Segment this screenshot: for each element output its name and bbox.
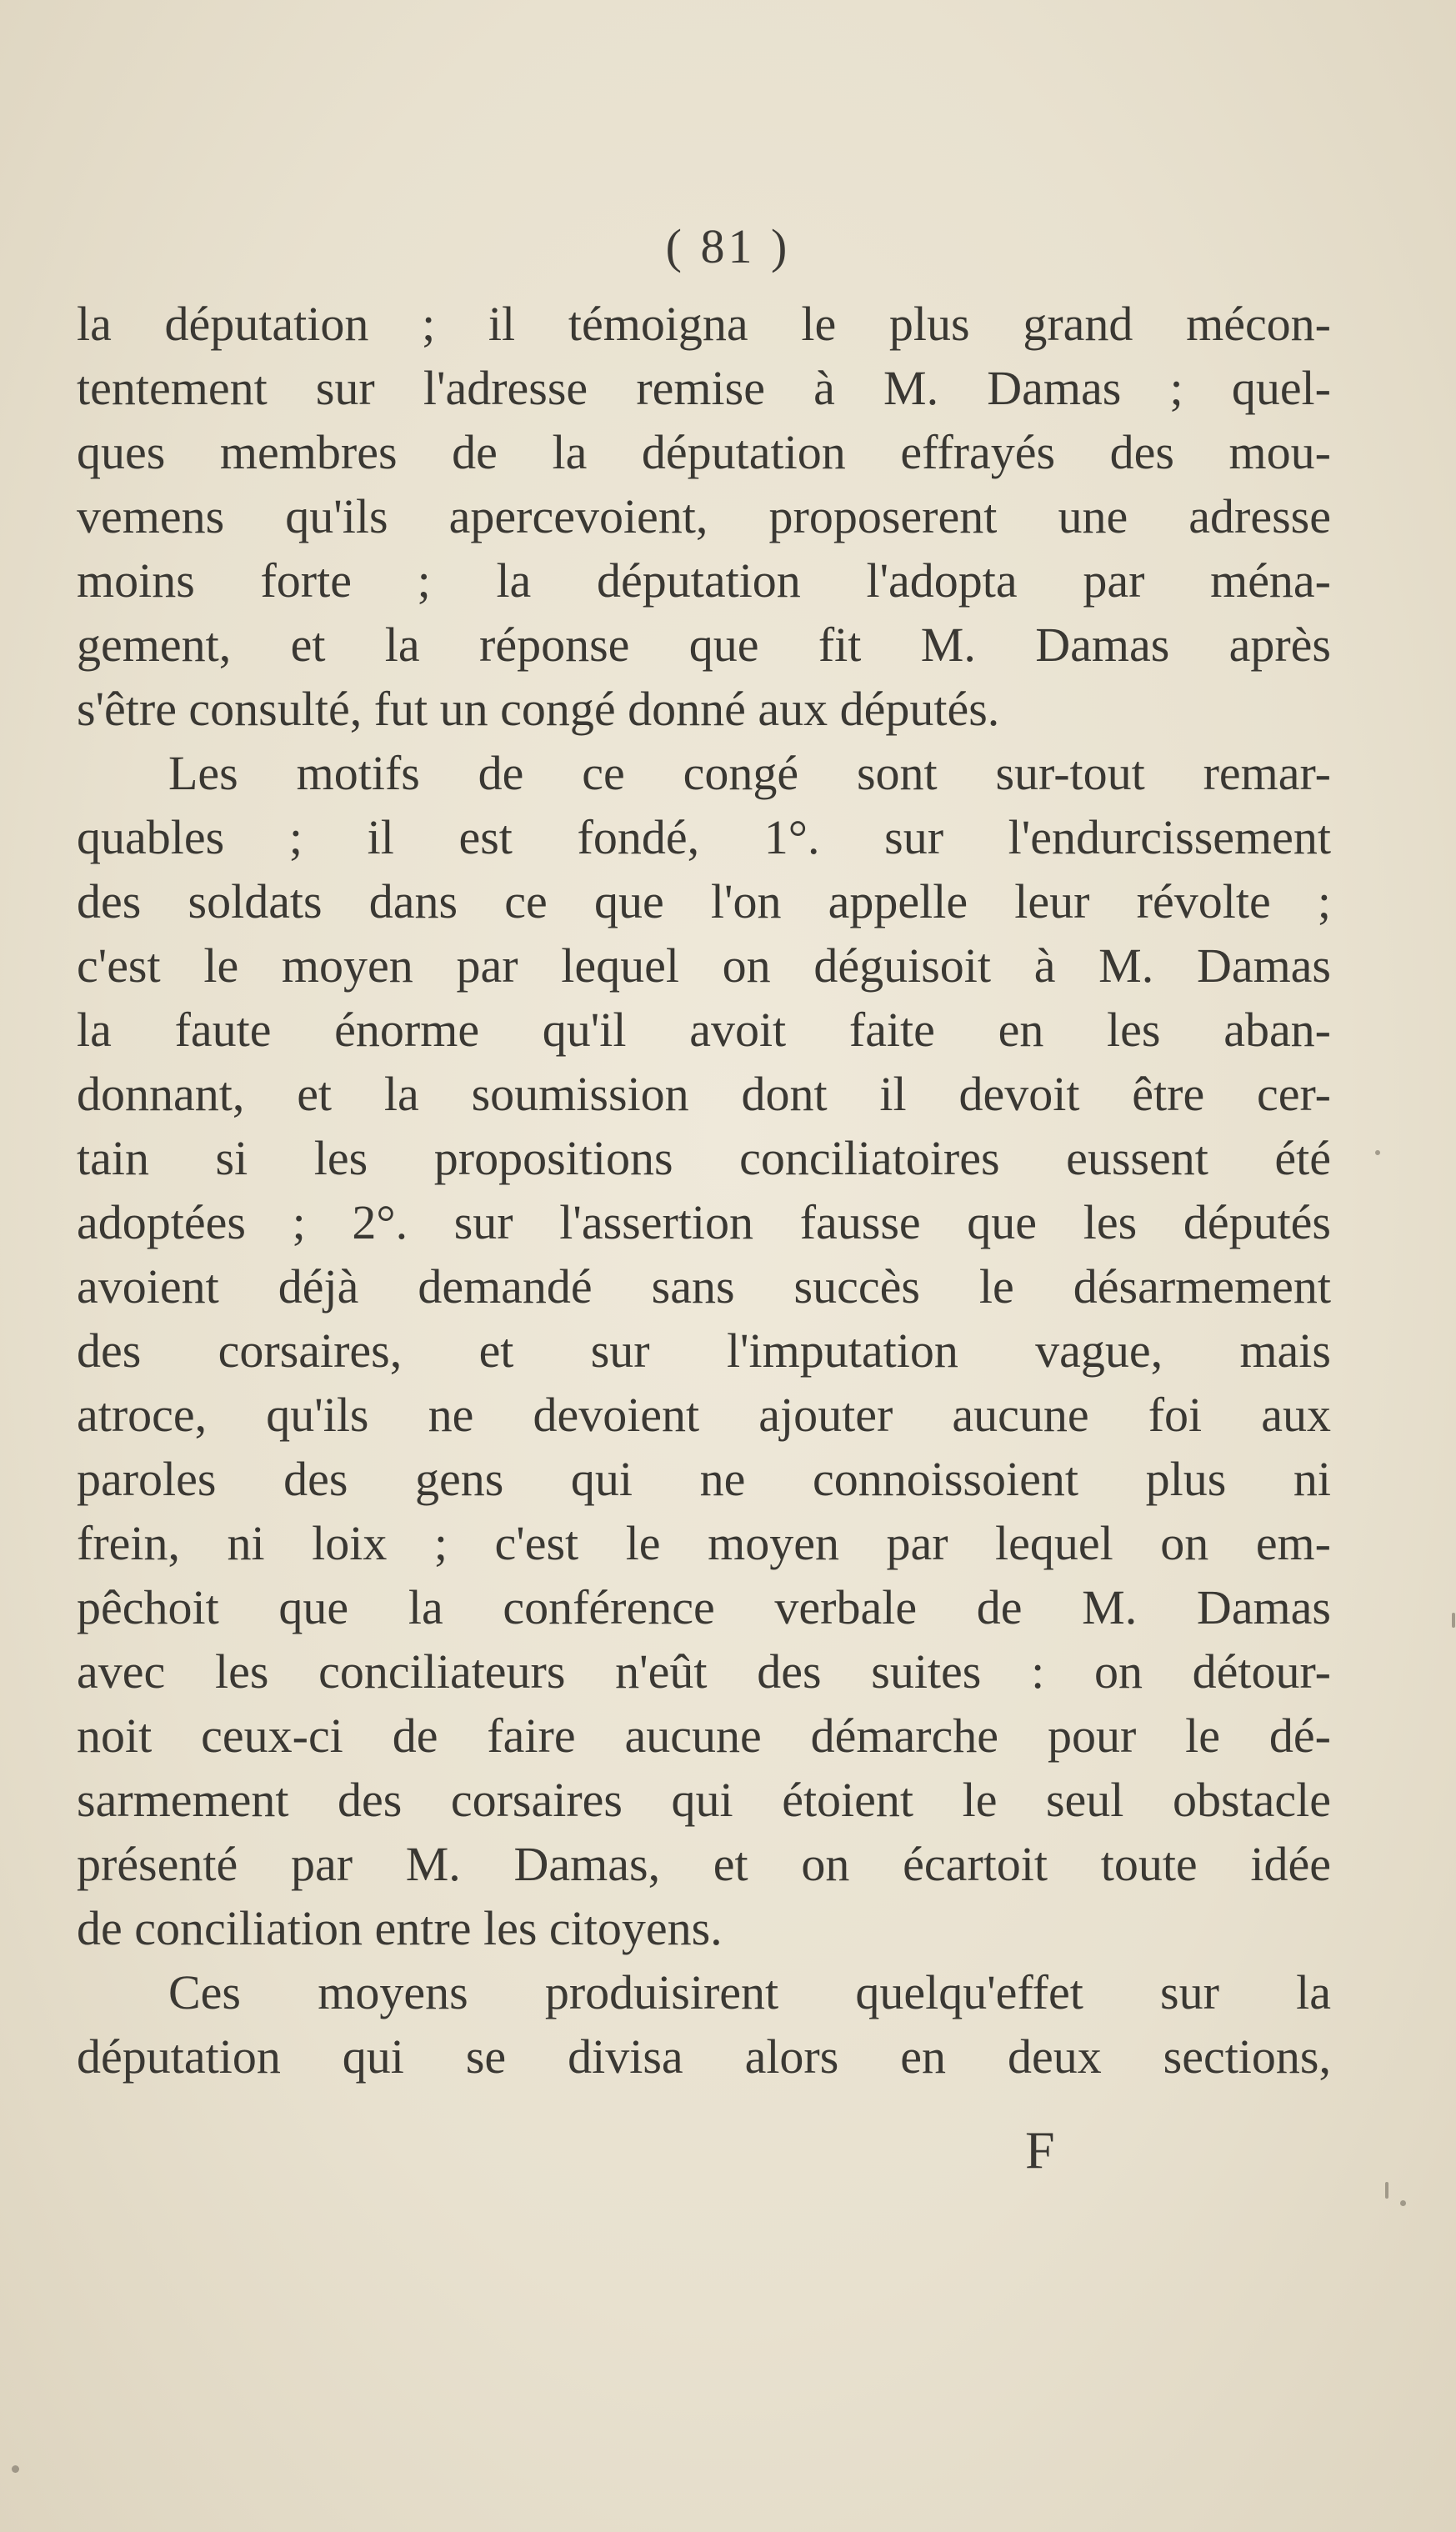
text-line: des corsaires, et sur l'imputation vague, mais <box>77 1324 1331 1378</box>
text-line: atroce, qu'ils ne devoient ajouter aucune foi aux <box>77 1388 1331 1442</box>
text-line: la députation ; il témoigna le plus grand mécon- <box>77 297 1331 351</box>
signature-mark: F <box>1025 2120 1055 2179</box>
text-line: présenté par M. Damas, et on écartoit toute idée <box>77 1837 1331 1891</box>
paper-speck <box>12 2465 19 2473</box>
text-line: avoient déjà demandé sans succès le désarmement <box>77 1259 1331 1314</box>
text-line: c'est le moyen par lequel on déguisoit à M. Damas <box>77 938 1331 993</box>
text-line: tain si les propositions conciliatoires eussent été <box>77 1131 1331 1185</box>
text-line: adoptées ; 2°. sur l'assertion fausse que les députés <box>77 1195 1331 1249</box>
text-line: moins forte ; la députation l'adopta par ména- <box>77 553 1331 608</box>
text-line: gement, et la réponse que fit M. Damas après <box>77 618 1331 672</box>
body-text <box>77 292 1331 2089</box>
text-line: vemens qu'ils apercevoient, proposerent une adresse <box>77 489 1331 543</box>
text-line: tentement sur l'adresse remise à M. Damas ; quel- <box>77 361 1331 415</box>
paper-speck <box>1375 1150 1380 1155</box>
text-line: la faute énorme qu'il avoit faite en les aban- <box>77 1003 1331 1057</box>
text-line: donnant, et la soumission dont il devoit être cer- <box>77 1067 1331 1121</box>
text-line: des soldats dans ce que l'on appelle leur révolte ; <box>77 874 1331 928</box>
paper-speck <box>1400 2200 1406 2206</box>
text-line: noit ceux-ci de faire aucune démarche pour le dé- <box>77 1709 1331 1763</box>
text-line: ques membres de la députation effrayés des mou- <box>77 425 1331 479</box>
paragraph-start-line: Ces moyens produisirent quelqu'effet sur la <box>168 1965 1331 2019</box>
text-line: de conciliation entre les citoyens. <box>77 1901 723 1955</box>
text-line: avec les conciliateurs n'eût des suites : on détour- <box>77 1644 1331 1699</box>
paper-speck <box>1452 1613 1455 1628</box>
paragraph-start-line: Les motifs de ce congé sont sur-tout remar- <box>168 746 1331 800</box>
page-number: ( 81 ) <box>665 219 791 273</box>
text-line: sarmement des corsaires qui étoient le seul obstacle <box>77 1773 1331 1827</box>
text-line: quables ; il est fondé, 1°. sur l'endurcissement <box>77 810 1331 864</box>
paper-speck <box>1385 2182 1388 2199</box>
text-line: paroles des gens qui ne connoissoient plus ni <box>77 1452 1331 1506</box>
text-line: s'être consulté, fut un congé donné aux députés. <box>77 682 1000 736</box>
text-line: frein, ni loix ; c'est le moyen par lequel on em- <box>77 1516 1331 1570</box>
text-line: pêchoit que la conférence verbale de M. Damas <box>77 1580 1331 1634</box>
text-line: députation qui se divisa alors en deux sections, <box>77 2029 1331 2084</box>
